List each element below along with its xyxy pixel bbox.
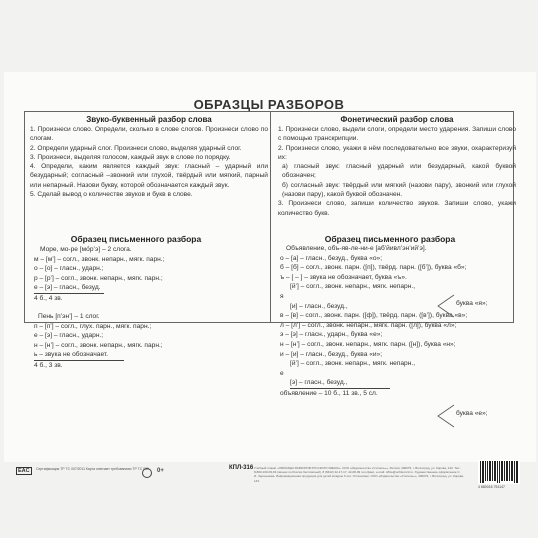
brace-icon bbox=[436, 403, 456, 429]
right-sample-title: Образец письменного разбора bbox=[324, 234, 456, 244]
right-example-line: [й’] – согл., звонк. непарн., мягк. непарн., bbox=[290, 283, 416, 291]
page-title: ОБРАЗЦЫ РАЗБОРОВ bbox=[193, 97, 345, 112]
right-example-line: л – [л’] – согл., звонк. непарн., мягк. парн. ([л]), буква «л»; bbox=[280, 321, 457, 329]
example2-line: н – [н’] – согл., звонк. непарн., мягк. парн.; bbox=[34, 341, 163, 349]
column-divider bbox=[270, 112, 271, 322]
right-example bbox=[280, 244, 467, 399]
certification-note: Сертификация ТР ТС 007/2011 Карта отвечает требованиям ТР ТС 030 bbox=[36, 467, 149, 471]
right-example-line: в – [в] – согл., звонк. парн. ([ф]), твёрд. парн. ([в’]), буква «в»; bbox=[280, 312, 468, 320]
product-code: КПЛ-316 bbox=[229, 465, 254, 471]
right-step-1: 1. Произнеси слово, выдели слоги, определи место ударения. Запиши слово с помощью транскрипции. bbox=[278, 126, 516, 143]
right-column bbox=[278, 114, 516, 218]
barcode-icon bbox=[478, 460, 520, 484]
left-step-2: 2. Определи ударный слог. Произнеси слово, выделяя ударный слог. bbox=[30, 144, 242, 152]
left-example-2 bbox=[34, 312, 163, 371]
brace-label-1: буква «я»; bbox=[456, 300, 488, 307]
example2-line: е – [э] – гласн., ударн.; bbox=[34, 332, 104, 340]
example2-line: ь – звука не обозначает. bbox=[34, 350, 124, 361]
right-example-line: [э] – гласн., безуд., bbox=[290, 378, 390, 389]
example2-total: 4 б., 3 зв. bbox=[34, 361, 63, 369]
right-example-letter: е bbox=[280, 369, 284, 377]
example1-line: м – [м’] – согл., звонк. непарн., мягк. парн.; bbox=[34, 255, 165, 263]
left-heading: Звуко-буквенный разбор слова bbox=[86, 115, 212, 124]
right-example-line: н – [н’] – согл., звонк. непарн., мягк. парн. ([н]), буква «н»; bbox=[280, 340, 456, 348]
left-step-3: 3. Произнеси, выделяя голосом, каждый звук в слове по порядку. bbox=[30, 153, 231, 161]
example2-line: п – [п’] – согл., глух. парн., мягк. парн.; bbox=[34, 322, 152, 330]
right-example-line: [й’] – согл., звонк. непарн., мягк. непарн., bbox=[290, 360, 416, 368]
example1-head: Море, мо-ре [мо́р’э] – 2 слога. bbox=[40, 246, 132, 253]
right-example-line: [и] – гласн., безуд., bbox=[290, 302, 348, 310]
age-rating: 0+ bbox=[157, 468, 164, 474]
example1-line: о – [о] – гласн., ударн.; bbox=[34, 265, 104, 273]
left-example-1 bbox=[34, 245, 164, 304]
left-step-1: 1. Произнеси слово. Определи, сколько в слове слогов. Произнеси слово по слогам. bbox=[30, 126, 268, 143]
right-step-2: 2. Произнеси слово, укажи в нём последовательно все звуки, охарактеризуй их: bbox=[278, 144, 516, 161]
right-example-letter: я bbox=[280, 292, 284, 300]
publisher-info: Учебный плакат «ОБРАЗЦЫ РАЗБОРОВ РУССКОГО ЯЗЫКА». ООО «Издательство «Учитель»», Россия, 400079, г. Волгоград, ул. Кирова, 143. Тел.: 8-800-100-09-63 (звонок по России бесплатный), 8 (8442) 42-17-17, 42-08-09 тел./факс, e-mail: office@uchitel-izd.ru. Художественное оформление С. И. Чернышева. Информационная продукция для детей младше 6 лет. Отпечатано: ООО «Издательство «Учитель»», 400079, г. Волгоград, ул. Кирова, 143. bbox=[254, 466, 464, 483]
example2-head: Пень [п’эн’] – 1 слог. bbox=[38, 313, 100, 320]
left-step-4: 4. Определи, каким является каждый звук: гласный – ударный или безударный; согласный –звонкий или глухой, твёрдый или мягкий, парный или непарный. Назови букву, которой обозначается каждый звук. bbox=[30, 163, 268, 189]
right-example-total: объявление – 10 б., 11 зв., 5 сл. bbox=[280, 389, 378, 397]
example1-line: е – [э] – гласн., безуд. bbox=[34, 283, 104, 294]
right-step-2a: а) гласный звук: гласный ударный или безударный, какой буквой обозначен; bbox=[282, 163, 516, 180]
right-example-line: ъ – [ – ] – звука не обозначает, буква «ъ». bbox=[280, 273, 407, 281]
example1-total: 4 б., 4 зв. bbox=[34, 294, 63, 302]
brace-label-2: буква «е»; bbox=[456, 410, 488, 417]
right-example-line: э – [э] – гласн., ударн., буква «е»; bbox=[280, 331, 383, 339]
right-example-head: Объявление, объ-яв-ле-ни-е [аб’йивл’эн’ий’э]. bbox=[286, 245, 427, 252]
left-step-5: 5. Сделай вывод о количестве звуков и букв в слове. bbox=[30, 191, 193, 199]
right-step-2b: б) согласный звук: твёрдый или мягкий (назови пару), звонкий или глухой (назови пару), какой буквой обозначен. bbox=[282, 181, 516, 199]
left-sample-title: Образец письменного разбора bbox=[70, 234, 202, 244]
barcode-number: 4 680016 751147 bbox=[478, 485, 505, 489]
right-example-line: о – [а] – гласн., безуд., буква «о»; bbox=[280, 254, 383, 262]
right-example-line: и – [и] – гласн., безуд., буква «и»; bbox=[280, 350, 383, 358]
right-example-line: б – [б] – согл., звонк. парн. ([п]), твёрд. парн. ([б’]), буква «б»; bbox=[280, 264, 467, 272]
eac-mark: EAC bbox=[18, 468, 30, 474]
left-column bbox=[30, 114, 268, 199]
recycle-icon bbox=[142, 468, 152, 478]
right-step-3: 3. Произнеси слово, запиши количество звуков. Запиши слово, укажи количество букв. bbox=[278, 200, 516, 217]
brace-icon bbox=[436, 293, 456, 319]
right-heading: Фонетический разбор слова bbox=[340, 115, 454, 124]
example1-line: р – [р’] – согл., звонк. непарн., мягк. парн.; bbox=[34, 274, 163, 282]
